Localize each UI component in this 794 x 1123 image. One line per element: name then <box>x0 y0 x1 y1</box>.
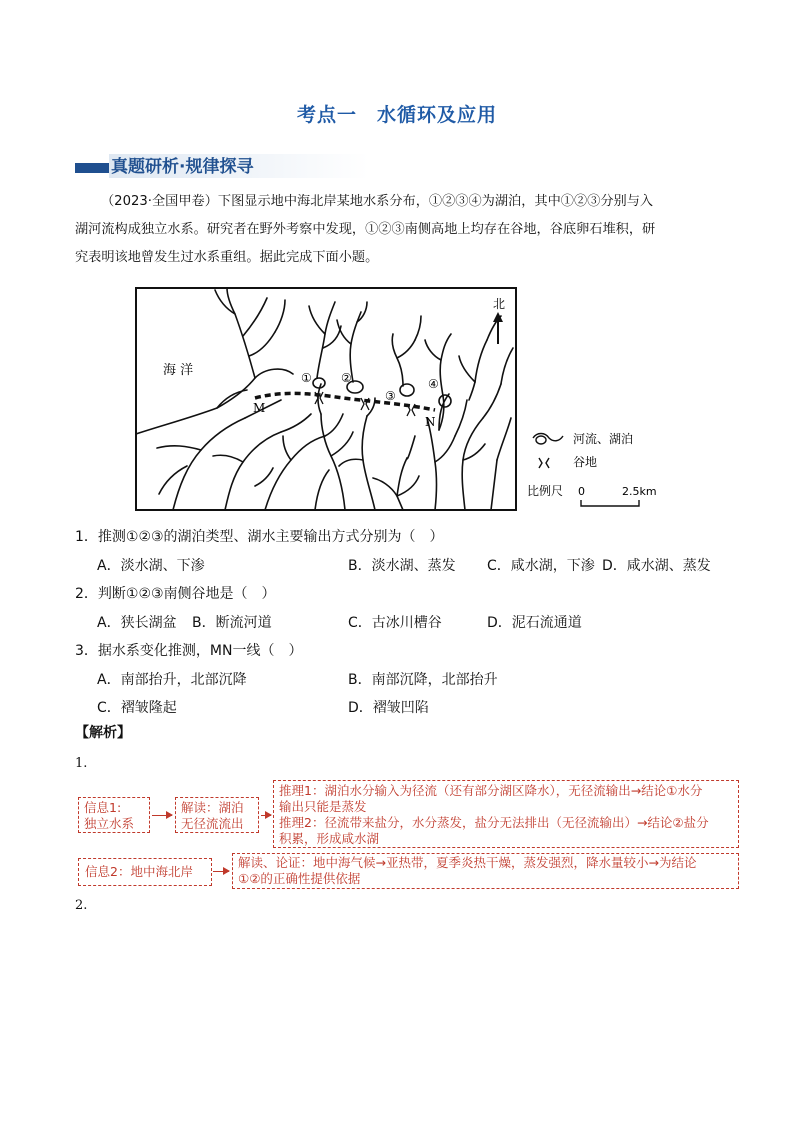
inference-line: 推理1：湖泊水分输入为径流（还有部分湖区降水），无径流输出→结论①水分 <box>279 783 703 798</box>
section-title: 真题研析·规律探寻 <box>111 157 254 177</box>
option-1a[interactable]: A．淡水湖、下渗 <box>97 558 205 574</box>
analysis-heading: 【解析】 <box>75 725 131 741</box>
read1-line: 无径流流出 <box>181 816 244 831</box>
legend-valley-icon <box>539 458 549 468</box>
inference-box <box>273 780 739 848</box>
section-header <box>75 150 725 180</box>
arrow-icon <box>261 815 271 816</box>
option-3c[interactable]: C．褶皱隆起 <box>97 700 177 716</box>
question-2: 2．判断①②③南侧谷地是（ ） <box>75 586 276 602</box>
lake-4: ④ <box>428 377 439 391</box>
read2-box <box>232 853 739 889</box>
legend-river-icon <box>533 434 563 445</box>
option-2d[interactable]: D．泥石流通道 <box>487 615 582 631</box>
read1-box <box>175 797 259 833</box>
question-1: 1．推测①②③的湖泊类型、湖水主要输出方式分别为（ ） <box>75 529 444 545</box>
inference-line: 输出只能是蒸发 <box>279 799 367 814</box>
scale-start: 0 <box>578 485 585 498</box>
info1-box <box>78 797 150 833</box>
section-bar <box>75 163 109 173</box>
option-2b[interactable]: B．断流河道 <box>192 615 272 631</box>
option-3a[interactable]: A．南部抬升，北部沉降 <box>97 672 247 688</box>
option-1d[interactable]: D．咸水湖、蒸发 <box>602 558 711 574</box>
intro-line: 下图显示地中海北岸某地水系分布，①②③④为湖泊，其中①②③分别与入 <box>217 194 654 209</box>
lake-1: ① <box>301 371 312 385</box>
option-1b[interactable]: B．淡水湖、蒸发 <box>348 558 456 574</box>
point-m: M <box>253 401 266 415</box>
legend-valley-label: 谷地 <box>573 455 598 469</box>
page-title: 考点一 水循环及应用 <box>296 104 497 126</box>
north-arrowhead-icon <box>493 312 503 322</box>
lake-2: ② <box>341 371 352 385</box>
north-label: 北 <box>493 297 506 311</box>
point-n: N <box>425 415 436 429</box>
arrow-icon <box>152 815 172 816</box>
river-map <box>135 286 675 516</box>
option-1c[interactable]: C．咸水湖，下渗 <box>487 558 595 574</box>
inference-line: 积累，形成咸水湖 <box>279 831 380 846</box>
lake-3: ③ <box>385 389 396 403</box>
river-network <box>136 288 513 510</box>
intro-line: 究表明该地曾发生过水系重组。据此完成下面小题。 <box>75 250 379 265</box>
analysis-number-1: 1. <box>75 756 88 771</box>
map-frame <box>136 288 516 510</box>
analysis-number-2: 2. <box>75 898 88 913</box>
sea-label: 海 洋 <box>163 363 194 378</box>
option-3d[interactable]: D．褶皱凹陷 <box>348 700 429 716</box>
scale-label: 比例尺 <box>527 484 564 498</box>
read2-line: ①②的正确性提供依据 <box>238 871 361 886</box>
read1-line: 解读：湖泊 <box>181 800 244 815</box>
question-intro <box>75 188 725 272</box>
info1-line: 信息1: <box>84 800 122 815</box>
scale-bar <box>581 500 639 506</box>
option-2a[interactable]: A．狭长湖盆 <box>97 615 177 631</box>
info1-line: 独立水系 <box>84 816 135 831</box>
legend-river-label: 河流、湖泊 <box>573 432 634 446</box>
read2-line: 解读、论证：地中海气候→亚热带，夏季炎热干燥，蒸发强烈，降水量较小→为结论 <box>238 855 697 870</box>
option-3b[interactable]: B．南部沉降，北部抬升 <box>348 672 498 688</box>
inference-line: 推理2：径流带来盐分，水分蒸发，盐分无法排出（无径流输出）→结论②盐分 <box>279 815 709 830</box>
info2-line: 信息2：地中海北岸 <box>85 864 193 879</box>
intro-line: 湖河流构成独立水系。研究者在野外考察中发现，①②③南侧高地上均存在谷地，谷底卵石堆积，研 <box>75 222 656 237</box>
info2-box <box>78 858 212 886</box>
option-2c[interactable]: C．古冰川槽谷 <box>348 615 442 631</box>
source-label: （2023·全国甲卷） <box>101 194 218 209</box>
arrow-icon <box>213 871 229 872</box>
question-3: 3．据水系变化推测，MN一线（ ） <box>75 643 303 659</box>
scale-end: 2.5km <box>622 485 657 498</box>
